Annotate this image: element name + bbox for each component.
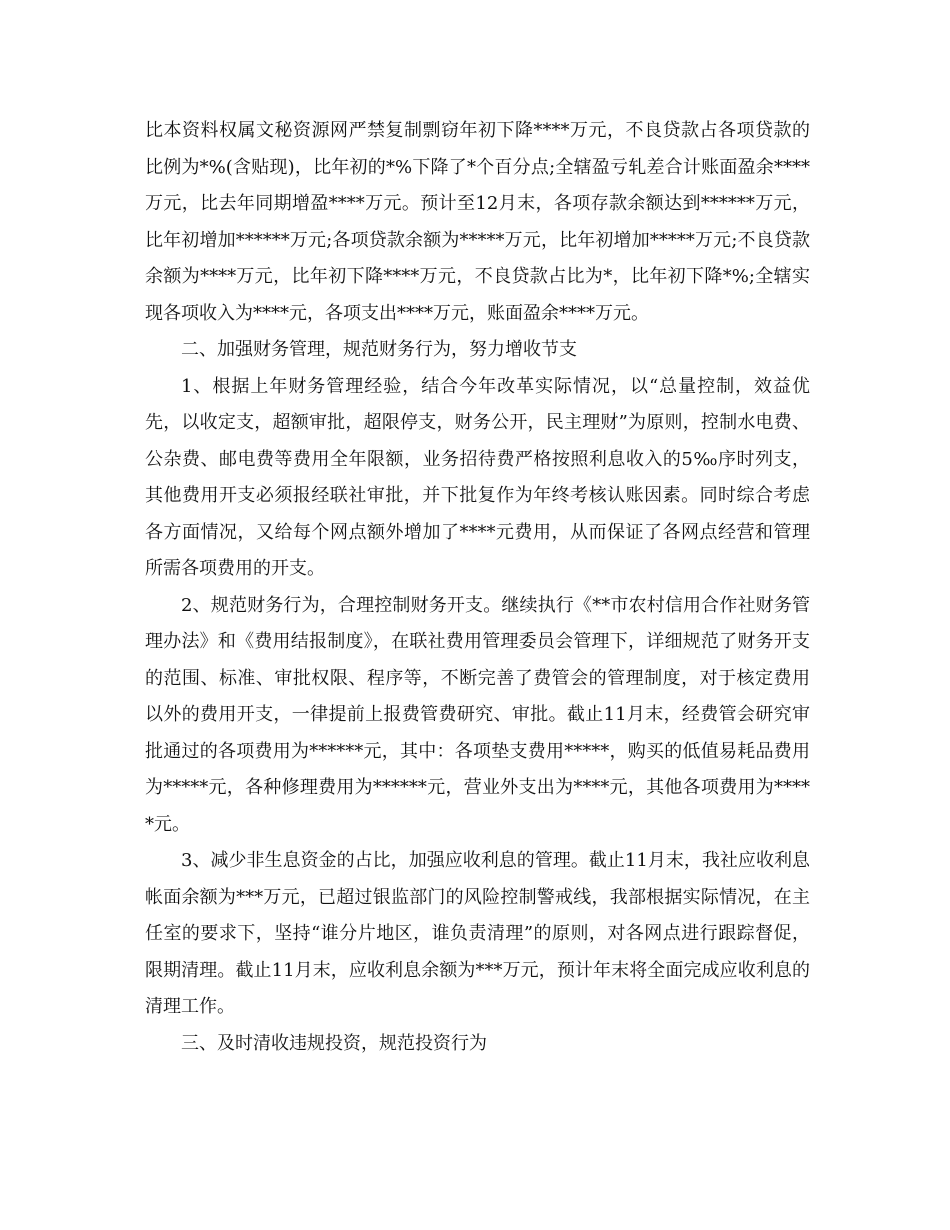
section-heading-two: 二、加强财务管理，规范财务行为，努力增收节支 [181,339,577,360]
paragraph-item-3: 3、减少非生息资金的占比，加强应收利息的管理。截止11月末，我社应收利息帐面余额为***万元，已超过银监部门的风险控制警戒线，我部根据实际情况，在主任室的要求下，坚持“谁分片地区，谁负责清理”的原则，对各网点进行跟踪督促，限期清理。截止11月末，应收利息余额为***万元，预计年末将全面完成应收利息的清理工作。 [145,850,810,1017]
paragraph-item-1: 1、根据上年财务管理经验，结合今年改革实际情况，以“总量控制，效益优先，以收定支，超额审批，超限停支，财务公开，民主理财”为原则，控制水电费、公杂费、邮电费等费用全年限额，业务招待费严格按照利息收入的5‰序时列支，其他费用开支必须报经联社审批，并下批复作为年终考核认账因素。同时综合考虑各方面情况，又给每个网点额外增加了****元费用，从而保证了各网点经营和管理所需各项费用的开支。 [145,375,810,579]
section-heading-three: 三、及时清收违规投资，规范投资行为 [181,1032,487,1054]
paragraph-item-2: 2、规范财务行为，合理控制财务开支。继续执行《**市农村信用合作社财务管理办法》和《费用结报制度》，在联社费用管理委员会管理下，详细规范了财务开支的范围、标准、审批权限、程序等，不断完善了费管会的管理制度，对于核定费用以外的费用开支，一律提前上报费管费研究、审批。截止11月末，经费管会研究审批通过的各项费用为******元，其中：各项垫支费用*****，购买的低值易耗品费用为*****元，各种修理费用为******元，营业外支出为****元，其他各项费用为*****元。 [145,594,810,835]
document-body [145,113,810,1062]
paragraph-summary: 比本资料权属文秘资源网严禁复制剽窃年初下降****万元，不良贷款占各项贷款的比例为*%(含贴现)，比年初的*%下降了*个百分点;全辖盈亏轧差合计账面盈余****万元，比去年同期增盈****万元。预计至12月末，各项存款余额达到******万元，比年初增加******万元;各项贷款余额为*****万元，比年初增加*****万元;不良贷款余额为****万元，比年初下降****万元，不良贷款占比为*，比年初下降*%;全辖实现各项收入为****元，各项支出****万元，账面盈余****万元。 [145,120,810,324]
